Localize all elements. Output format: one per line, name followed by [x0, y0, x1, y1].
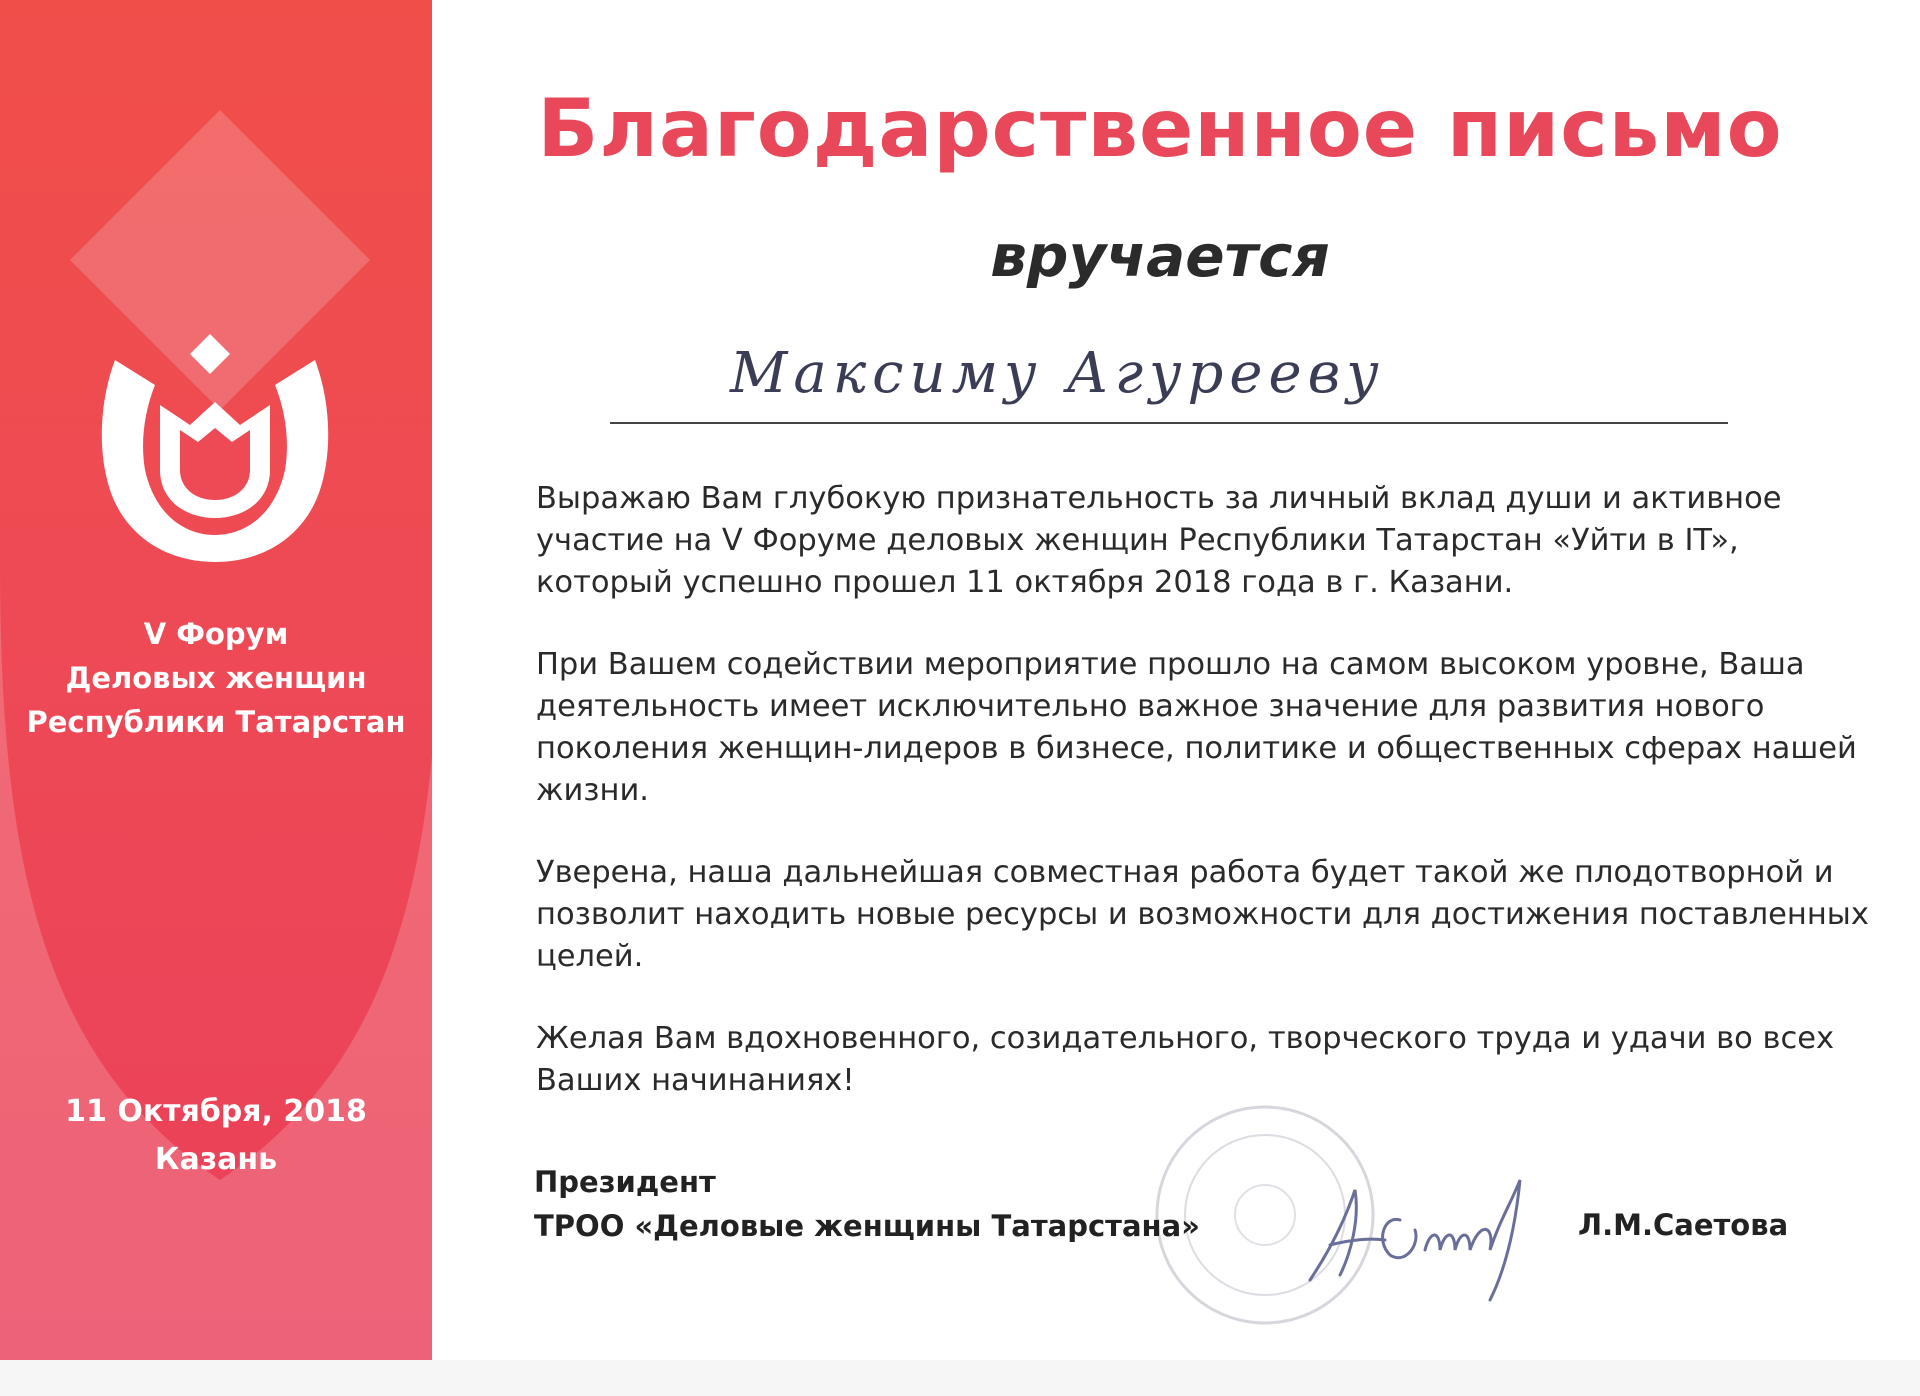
- document-title: Благодарственное письмо: [537, 82, 1783, 175]
- body-paragraph: При Вашем содействии мероприятие прошло на самом высоком уровне, Ваша деятельность имеет исключительно важное значение для развития нового поколения женщин-лидеров в бизнесе, политике и общественных сферах нашей жизни.: [536, 647, 1857, 808]
- body-paragraph: Выражаю Вам глубокую признательность за личный вклад души и активное участие на V Форуме деловых женщин Республики Татарстан «Уйти в IT», который успешно прошел 11 октября 2018 года в г. Казани.: [536, 481, 1782, 600]
- body-paragraph: Уверена, наша дальнейшая совместная работа будет такой же плодотворной и позволит находить новые ресурсы и возможности для достижения поставленных целей.: [536, 855, 1869, 974]
- body-paragraph: Желая Вам вдохновенного, созидательного, творческого труда и удачи во всех Ваших начинаниях!: [536, 1021, 1835, 1098]
- recipient-name: Максиму Агурееву: [730, 341, 1385, 406]
- forum-name: [0, 612, 432, 744]
- signer-name: Л.М.Саетова: [1578, 1208, 1789, 1242]
- recipient-underline: [610, 422, 1728, 424]
- forum-name-line: Деловых женщин: [65, 661, 367, 695]
- page-bottom-edge: [0, 1360, 1920, 1396]
- forum-city-line: Казань: [154, 1142, 278, 1177]
- sidebar-panel: [0, 0, 432, 1360]
- forum-name-line: V Форум: [143, 617, 289, 651]
- document-subtitle: вручается: [990, 222, 1330, 290]
- forum-date: [0, 1088, 432, 1184]
- signer-organization: ТРОО «Деловые женщины Татарстана»: [534, 1209, 1200, 1243]
- signer-position: Президент: [534, 1165, 716, 1199]
- forum-date-line: 11 Октября, 2018: [65, 1094, 367, 1129]
- tulip-logo-icon: [95, 330, 335, 570]
- signature-icon: [1290, 1160, 1590, 1310]
- letter-body: [536, 478, 1876, 1142]
- signer-block: [534, 1160, 1200, 1248]
- forum-name-line: Республики Татарстан: [26, 705, 406, 739]
- recipient-field: [610, 335, 1810, 415]
